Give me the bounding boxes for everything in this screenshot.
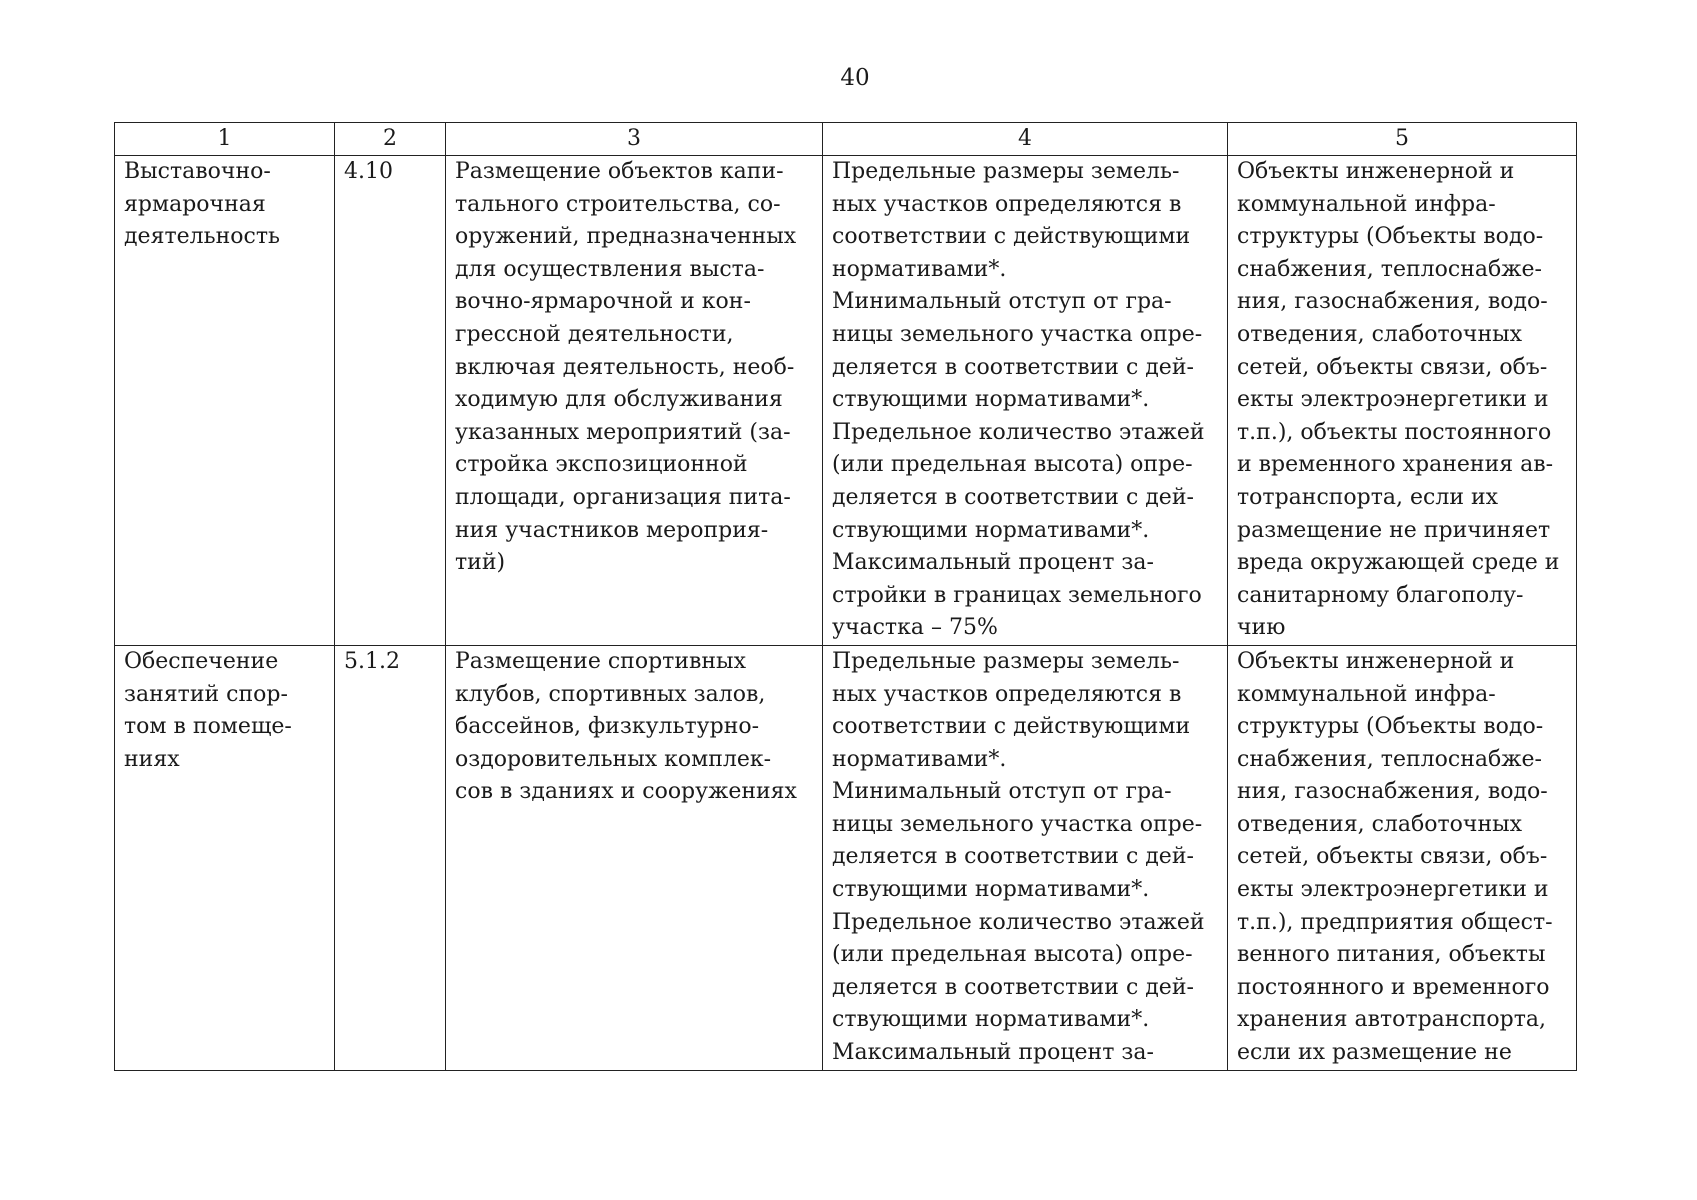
use-type-description: Размещение объектов капи- тального строительства, со- оружений, предназначенных для осуществления выста- вочно-ярмарочной и кон- грессной деятельности, включая деятельность, необ- ходимую для обслуживания указанных мероприятий (за- стройка экспозиционной площади, организация пита- ния участников мероприя- тий) [455, 159, 797, 576]
parameters-cell [823, 645, 1228, 1070]
column-header-3: 3 [446, 123, 823, 156]
use-type-code-cell [335, 156, 446, 646]
auxiliary-uses-text: Объекты инженерной и коммунальной инфра- структуры (Объекты водо- снабжения, теплоснабже- ния, газоснабжения, водо- отведения, слаботочных сетей, объекты связи, объ- екты электроэнергетики и т.п.), предприятия общест- венного питания, объекты постоянного и временного хранения автотранспорта, если их размещение не [1237, 648, 1553, 1066]
use-type-description-cell [446, 645, 823, 1070]
parameters-text: Предельные размеры земель- ных участков определяются в соответствии с действующими нормативами*. Минимальный отступ от гра- ницы земельного участка опре- деляется в соответствии с дей- ствующими нормативами*. Предельное количество этажей (или предельная высота) опре- деляется в соответствии с дей- ствующими нормативами*. Максимальный процент за- [832, 648, 1205, 1066]
column-header-5: 5 [1228, 123, 1577, 156]
use-type-code: 5.1.2 [344, 648, 400, 674]
use-type-description-cell [446, 156, 823, 646]
page-number: 40 [840, 65, 870, 91]
use-type-description: Размещение спортивных клубов, спортивных залов, бассейнов, физкультурно- оздоровительных комплек- сов в зданиях и сооружениях [455, 648, 797, 805]
auxiliary-uses-text: Объекты инженерной и коммунальной инфра- структуры (Объекты водо- снабжения, теплоснабже- ния, газоснабжения, водо- отведения, слаботочных сетей, объекты связи, объ- екты электроэнергетики и т.п.), объекты постоянного и временного хранения ав- тотранспорта, если их размещение не причиняет вреда окружающей среде и санитарному благополу- чию [1237, 159, 1560, 641]
auxiliary-uses-cell [1228, 645, 1577, 1070]
use-type-code: 4.10 [344, 159, 393, 184]
table-row [115, 645, 1577, 1070]
land-use-table [114, 122, 1577, 1071]
use-type-code-cell [335, 645, 446, 1070]
auxiliary-uses-cell [1228, 156, 1577, 646]
use-type-name-cell [115, 645, 335, 1070]
table-row [115, 156, 1577, 646]
use-type-name-cell [115, 156, 335, 646]
use-type-name: Обеспечение занятий спор- том в помеще- ниях [124, 648, 292, 772]
column-header-4: 4 [823, 123, 1228, 156]
use-type-name: Выставочно- ярмарочная деятельность [124, 159, 280, 250]
column-header-1: 1 [115, 123, 335, 156]
table-header-row [115, 123, 1577, 156]
column-header-2: 2 [335, 123, 446, 156]
parameters-text: Предельные размеры земель- ных участков определяются в соответствии с действующими нормативами*. Минимальный отступ от гра- ницы земельного участка опре- деляется в соответствии с дей- ствующими нормативами*. Предельное количество этажей (или предельная высота) опре- деляется в соответствии с дей- ствующими нормативами*. Максимальный процент за- стройки в границах земельного участка – 75% [832, 159, 1205, 641]
parameters-cell [823, 156, 1228, 646]
